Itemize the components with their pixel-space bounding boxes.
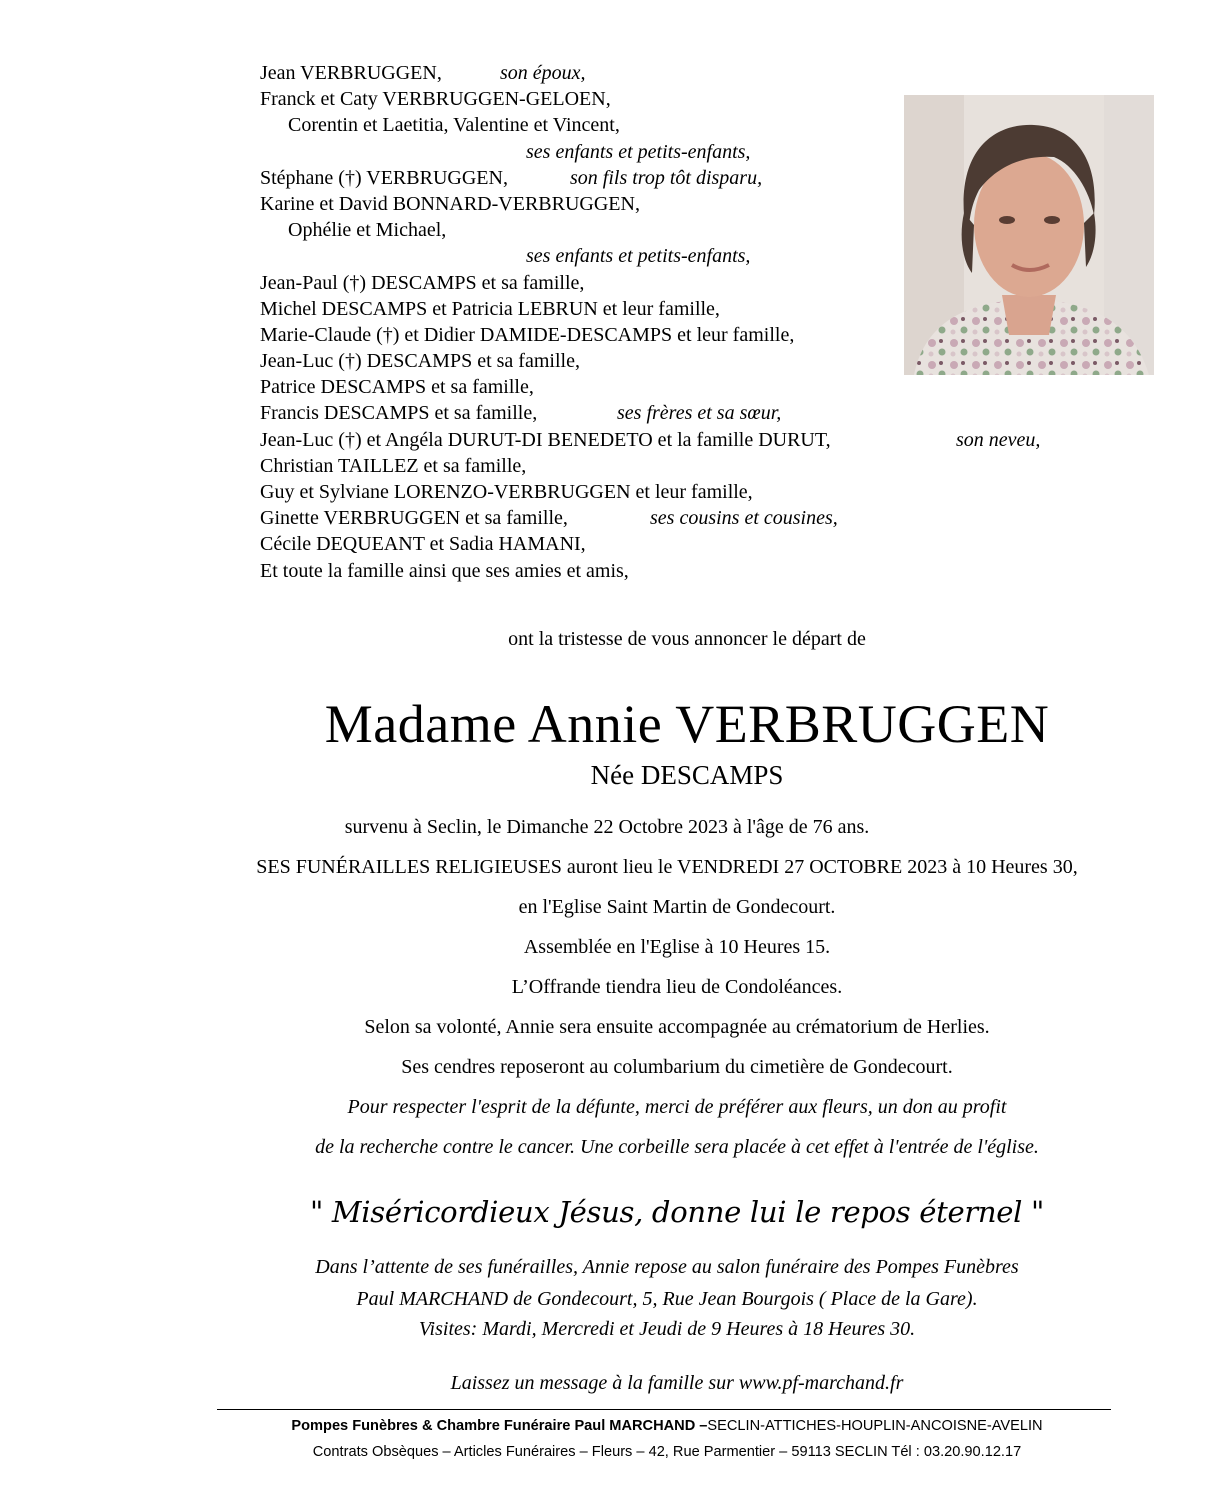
family-line [260, 60, 831, 86]
prayer-quote: " Miséricordieux Jésus, donne lui le repos éternel " [309, 1195, 1045, 1229]
footer-divider [217, 1409, 1111, 1410]
family-member-name: Cécile DEQUEANT et Sadia HAMANI, [260, 533, 586, 556]
company-locations: SECLIN-ATTICHES-HOUPLIN-ANCOISNE-AVELIN [707, 1418, 1043, 1434]
family-member-name: Jean-Luc (†) DESCAMPS et sa famille, [260, 350, 580, 373]
info-line: Selon sa volonté, Annie sera ensuite accompagnée au crématorium de Herlies. [364, 1016, 990, 1038]
family-line [260, 139, 831, 165]
info-line: Ses cendres reposeront au columbarium du cimetière de Gondecourt. [401, 1056, 953, 1078]
family-member-name: Jean-Paul (†) DESCAMPS et sa famille, [260, 271, 585, 294]
wake-info-line: Dans l’attente de ses funérailles, Annie repose au salon funéraire des Pompes Funèbres [315, 1256, 1019, 1278]
deceased-name: Madame Annie VERBRUGGEN [324, 694, 1050, 754]
company-name: Pompes Funèbres & Chambre Funéraire Paul MARCHAND – [291, 1418, 708, 1434]
family-line [260, 112, 831, 138]
footer-services-line: Contrats Obsèques – Articles Funéraires – Fleurs – 42, Rue Parmentier – 59113 SECLIN Tél : 03.20.90.12.17 [312, 1444, 1022, 1460]
family-line [260, 479, 831, 505]
family-relation: ses enfants et petits-enfants, [526, 140, 751, 163]
family-member-name: Patrice DESCAMPS et sa famille, [260, 376, 534, 399]
family-line [260, 400, 831, 426]
family-line [260, 427, 1041, 453]
info-line: en l'Eglise Saint Martin de Gondecourt. [518, 896, 836, 918]
family-line [260, 374, 831, 400]
announcement-line: ont la tristesse de vous annoncer le départ de [508, 628, 866, 650]
info-line: L’Offrande tiendra lieu de Condoléances. [511, 976, 843, 998]
family-line [260, 243, 831, 269]
family-line [260, 348, 831, 374]
family-member-name: Ophélie et Michael, [288, 219, 447, 242]
family-relation: ses cousins et cousines, [650, 507, 838, 530]
family-member-name: Michel DESCAMPS et Patricia LEBRUN et leur famille, [260, 297, 720, 320]
info-line: SES FUNÉRAILLES RELIGIEUSES auront lieu le VENDREDI 27 OCTOBRE 2023 à 10 Heures 30, [256, 856, 1078, 878]
family-line [260, 165, 831, 191]
wish-line: de la recherche contre le cancer. Une corbeille sera placée à cet effet à l'entrée de l'église. [315, 1136, 1039, 1158]
family-member-name: Karine et David BONNARD-VERBRUGGEN, [260, 192, 640, 215]
message-link[interactable]: Laissez un message à la famille sur www.pf-marchand.fr [450, 1372, 904, 1394]
family-member-name: Jean-Luc (†) et Angéla DURUT-DI BENEDETO et la famille DURUT, [260, 428, 831, 451]
maiden-name: Née DESCAMPS [590, 760, 784, 790]
family-relation: son fils trop tôt disparu, [570, 166, 763, 189]
family-line [260, 217, 831, 243]
wish-line: Pour respecter l'esprit de la défunte, merci de préférer aux fleurs, un don au profit [347, 1096, 1007, 1118]
family-relation: son époux, [500, 62, 586, 84]
info-line: survenu à Seclin, le Dimanche 22 Octobre 2023 à l'âge de 76 ans. [344, 816, 870, 838]
family-member-name: Corentin et Laetitia, Valentine et Vincent, [288, 114, 620, 137]
family-line [260, 322, 831, 348]
family-line [260, 270, 831, 296]
family-line [260, 531, 831, 557]
family-line [260, 86, 831, 112]
family-line [260, 453, 831, 479]
family-member-name: Franck et Caty VERBRUGGEN-GELOEN, [260, 88, 611, 111]
family-member-name: Guy et Sylviane LORENZO-VERBRUGGEN et leur famille, [260, 481, 753, 503]
info-line: Assemblée en l'Eglise à 10 Heures 15. [523, 936, 831, 958]
family-line [260, 558, 831, 584]
family-relation: ses frères et sa sœur, [617, 402, 782, 425]
family-member-name: Ginette VERBRUGGEN et sa famille, [260, 507, 568, 530]
family-relation: son neveu, [956, 428, 1041, 451]
family-member-name: Jean VERBRUGGEN, [260, 62, 442, 84]
family-member-name: Christian TAILLEZ et sa famille, [260, 454, 527, 477]
wake-info-line: Paul MARCHAND de Gondecourt, 5, Rue Jean Bourgois ( Place de la Gare). [356, 1288, 978, 1310]
footer-company-line [60, 1418, 1214, 1434]
family-list [260, 60, 1041, 584]
family-member-name: Francis DESCAMPS et sa famille, [260, 402, 538, 425]
family-line [260, 505, 838, 531]
portrait-photo [904, 95, 1154, 375]
family-line [260, 191, 831, 217]
family-line [260, 296, 831, 322]
family-member-name: Stéphane (†) VERBRUGGEN, [260, 166, 508, 189]
family-member-name: Marie-Claude (†) et Didier DAMIDE-DESCAMPS et leur famille, [260, 323, 795, 346]
family-member-name: Et toute la famille ainsi que ses amies et amis, [260, 559, 629, 582]
wake-info-line: Visites: Mardi, Mercredi et Jeudi de 9 Heures à 18 Heures 30. [418, 1318, 916, 1340]
family-relation: ses enfants et petits-enfants, [526, 245, 751, 268]
